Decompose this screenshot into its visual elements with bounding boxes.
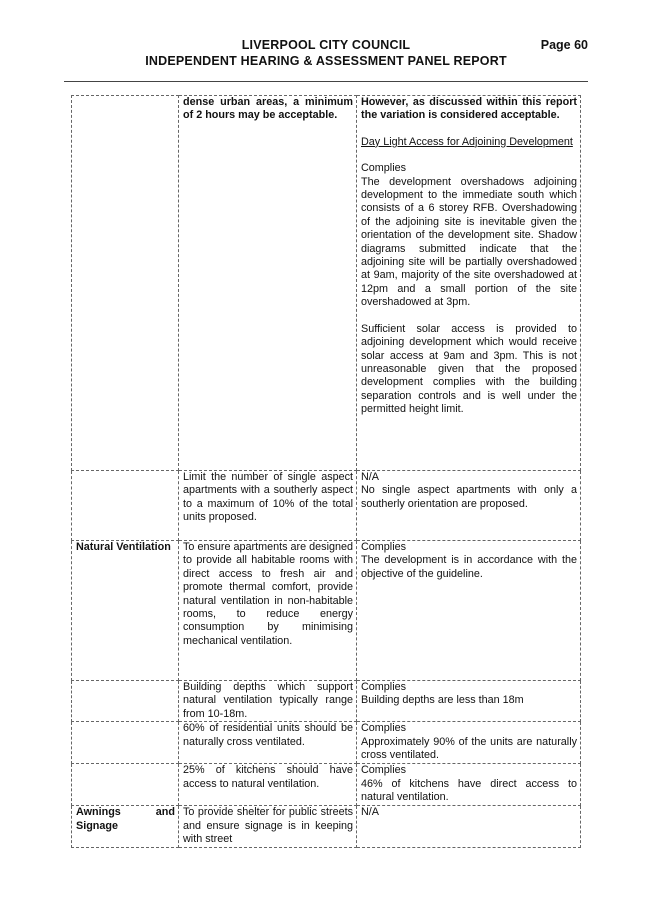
- response-cell: [357, 541, 581, 681]
- response-cell: [357, 471, 581, 541]
- response-cell: [357, 806, 581, 848]
- control-cell: 60% of residential units should be naturally cross ventilated.: [179, 722, 357, 764]
- item-cell: [72, 471, 179, 541]
- status-text: Complies: [361, 541, 407, 553]
- status-text: N/A: [361, 471, 379, 483]
- report-title: INDEPENDENT HEARING & ASSESSMENT PANEL REPORT: [145, 54, 507, 68]
- header-rule: [64, 81, 588, 82]
- table-row: [72, 541, 581, 681]
- response-para: 46% of kitchens have direct access to natural ventilation.: [361, 777, 577, 804]
- status-text: Complies: [361, 722, 407, 735]
- status-text: Complies: [361, 764, 407, 777]
- table-row: [72, 96, 581, 471]
- control-cell: Limit the number of single aspect apartments with a southerly aspect to a maximum of 10% of the total units proposed.: [179, 471, 357, 541]
- council-name: LIVERPOOL CITY COUNCIL: [241, 38, 411, 52]
- table-row: [72, 806, 581, 848]
- response-para: The development is in accordance with the objective of the guideline.: [361, 554, 577, 580]
- status-text: Complies: [361, 681, 407, 693]
- response-cell: [357, 722, 581, 764]
- response-bold: However, as discussed within this report the variation is considered acceptable.: [361, 96, 577, 122]
- response-cell: [357, 764, 581, 806]
- assessment-table: [71, 95, 581, 848]
- control-cell: To ensure apartments are designed to provide all habitable rooms with direct access to fresh air and promote thermal comfort, provide natural ventilation in non-habitable rooms, to reduce energy consumption by minimising mechanical ventilation.: [179, 541, 357, 681]
- control-cell: Building depths which support natural ventilation typically range from 10-18m.: [179, 681, 357, 722]
- table-row: [72, 722, 581, 764]
- status-text: N/A: [361, 806, 379, 819]
- item-cell: [72, 722, 179, 764]
- item-cell: [72, 764, 179, 806]
- response-para: No single aspect apartments with only a southerly orientation are proposed.: [361, 484, 577, 510]
- control-cell: 25% of kitchens should have access to natural ventilation.: [179, 764, 357, 806]
- status-text: Complies: [361, 162, 407, 175]
- item-cell: [72, 681, 179, 722]
- sub-heading: Day Light Access for Adjoining Development: [361, 135, 573, 148]
- item-cell: Natural Ventilation: [72, 541, 179, 681]
- response-para: The development overshadows adjoining development to the immediate south which consists of a 6 storey RFB. Overshadowing of the adjoining site is inevitable given the orientation of the development site. Shadow diagrams submitted indicate that the adjoining site will be partially overshadowed at 9am, majority of the site overshadowed at 12pm and a small portion of the site overshadowed at 3pm.: [361, 175, 577, 309]
- table-row: [72, 681, 581, 722]
- item-cell: [72, 96, 179, 471]
- response-para: Building depths are less than 18m: [361, 694, 524, 707]
- item-cell: Awnings and Signage: [72, 806, 179, 848]
- control-cell: dense urban areas, a minimum of 2 hours may be acceptable.: [179, 96, 357, 471]
- response-para: Approximately 90% of the units are naturally cross ventilated.: [361, 735, 577, 762]
- response-para: Sufficient solar access is provided to adjoining development which would receive solar access at 9am and 3pm. This is not unreasonable given that the proposed development complies with the building separation controls and is well under the permitted height limit.: [361, 322, 577, 416]
- response-cell: [357, 681, 581, 722]
- control-cell: To provide shelter for public streets and ensure signage is in keeping with street: [179, 806, 357, 848]
- page-number: Page 60: [540, 38, 588, 52]
- table-row: [72, 764, 581, 806]
- table-row: [72, 471, 581, 541]
- response-cell: [357, 96, 581, 471]
